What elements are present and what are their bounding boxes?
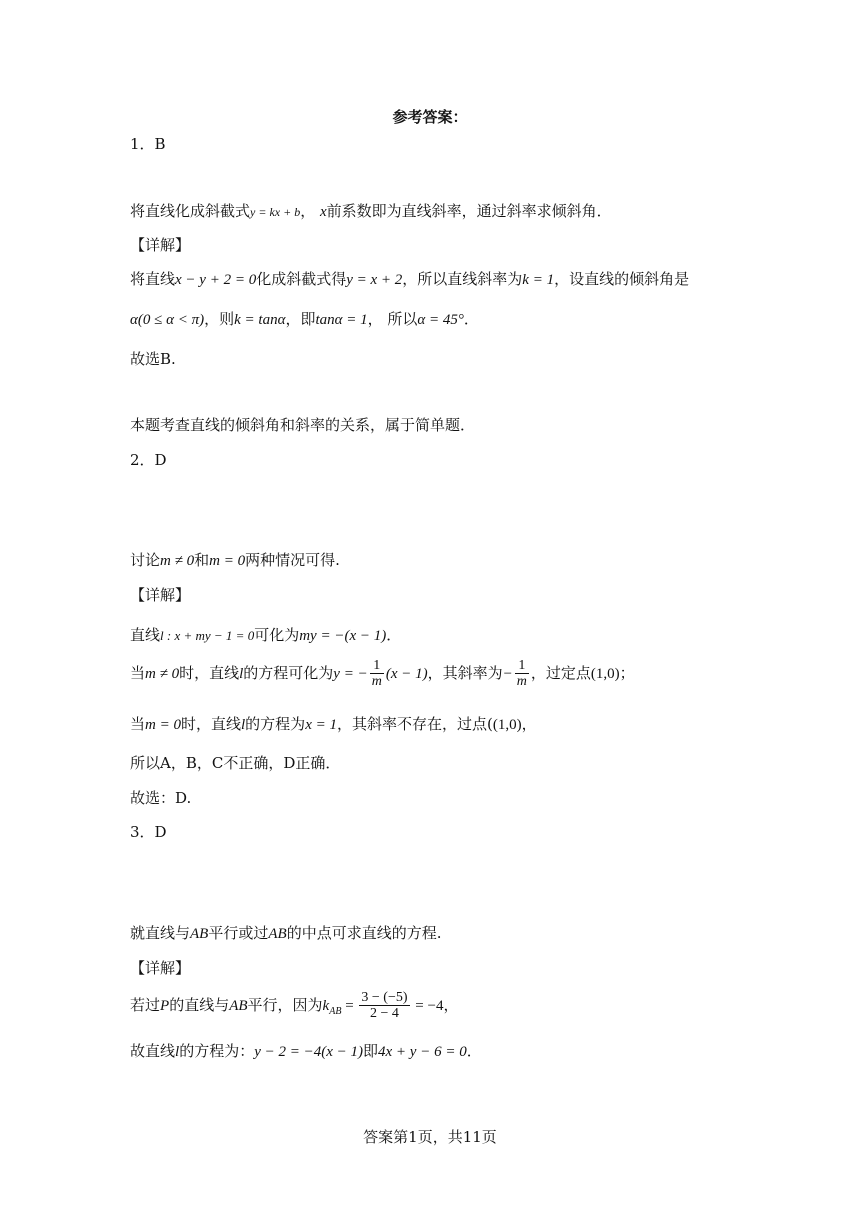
q1-detail-heading: 【详解】 bbox=[130, 236, 191, 254]
q2-detail-heading: 【详解】 bbox=[130, 586, 191, 604]
fraction: $\frac{1}{m}$ bbox=[516, 658, 527, 690]
fraction: $\frac{1}{m}$ bbox=[371, 658, 382, 690]
q1-choose: 故选B. bbox=[130, 350, 176, 368]
q3-answer: 3．D bbox=[130, 823, 167, 841]
q2-detail-line2: 当m ≠ 0时，直线l的方程可化为y = − $\frac{1}{m}$ (x − 1)，其斜率为− $\frac{1}{m}$ ，过定点(1,0)； bbox=[130, 658, 635, 690]
q1-analysis: 将直线化成斜截式y = kx + b， x前系数即为直线斜率，通过斜率求倾斜角． bbox=[130, 202, 612, 220]
fraction: $\frac{3 - (-5)}{2 - 4}$ bbox=[361, 990, 408, 1022]
q2-detail-line4: 所以A，B，C不正确，D正确． bbox=[130, 754, 341, 772]
q3-detail-line2: 故直线l的方程为：y − 2 = −4(x − 1)即4x + y − 6 = 0． bbox=[130, 1042, 482, 1060]
q2-answer: 2．D bbox=[130, 451, 167, 469]
q3-detail-line1: 若过P的直线与AB平行，因为$k_{AB}$ = $\frac{3 - (-5)}{2 - 4}$ = −4， bbox=[130, 990, 459, 1022]
q1-detail-line1: 将直线x − y + 2 = 0化成斜截式得y = x + 2，所以直线斜率为k = 1，设直线的倾斜角是 bbox=[130, 270, 690, 288]
q2-detail-line1: 直线l : x + my − 1 = 0可化为my = −(x − 1)． bbox=[130, 626, 402, 644]
q1-comment: 本题考查直线的倾斜角和斜率的关系，属于简单题． bbox=[130, 416, 476, 434]
q2-detail-line3: 当m = 0时，直线l的方程为x = 1，其斜率不存在，过点((1,0)， bbox=[130, 715, 537, 733]
q3-analysis: 就直线与AB平行或过AB的中点可求直线的方程. bbox=[130, 924, 442, 942]
q2-choose: 故选：D. bbox=[130, 789, 192, 807]
q1-detail-line2: α(0 ≤ α < π)，则k = tanα，即tanα = 1， 所以α = 45°． bbox=[130, 310, 479, 328]
page-title: 参考答案： bbox=[392, 108, 468, 126]
page-footer: 答案第1页，共11页 bbox=[363, 1128, 497, 1146]
q2-analysis: 讨论m ≠ 0和m = 0两种情况可得. bbox=[130, 551, 340, 569]
q1-answer: 1．B bbox=[130, 135, 166, 153]
q3-detail-heading: 【详解】 bbox=[130, 959, 191, 977]
